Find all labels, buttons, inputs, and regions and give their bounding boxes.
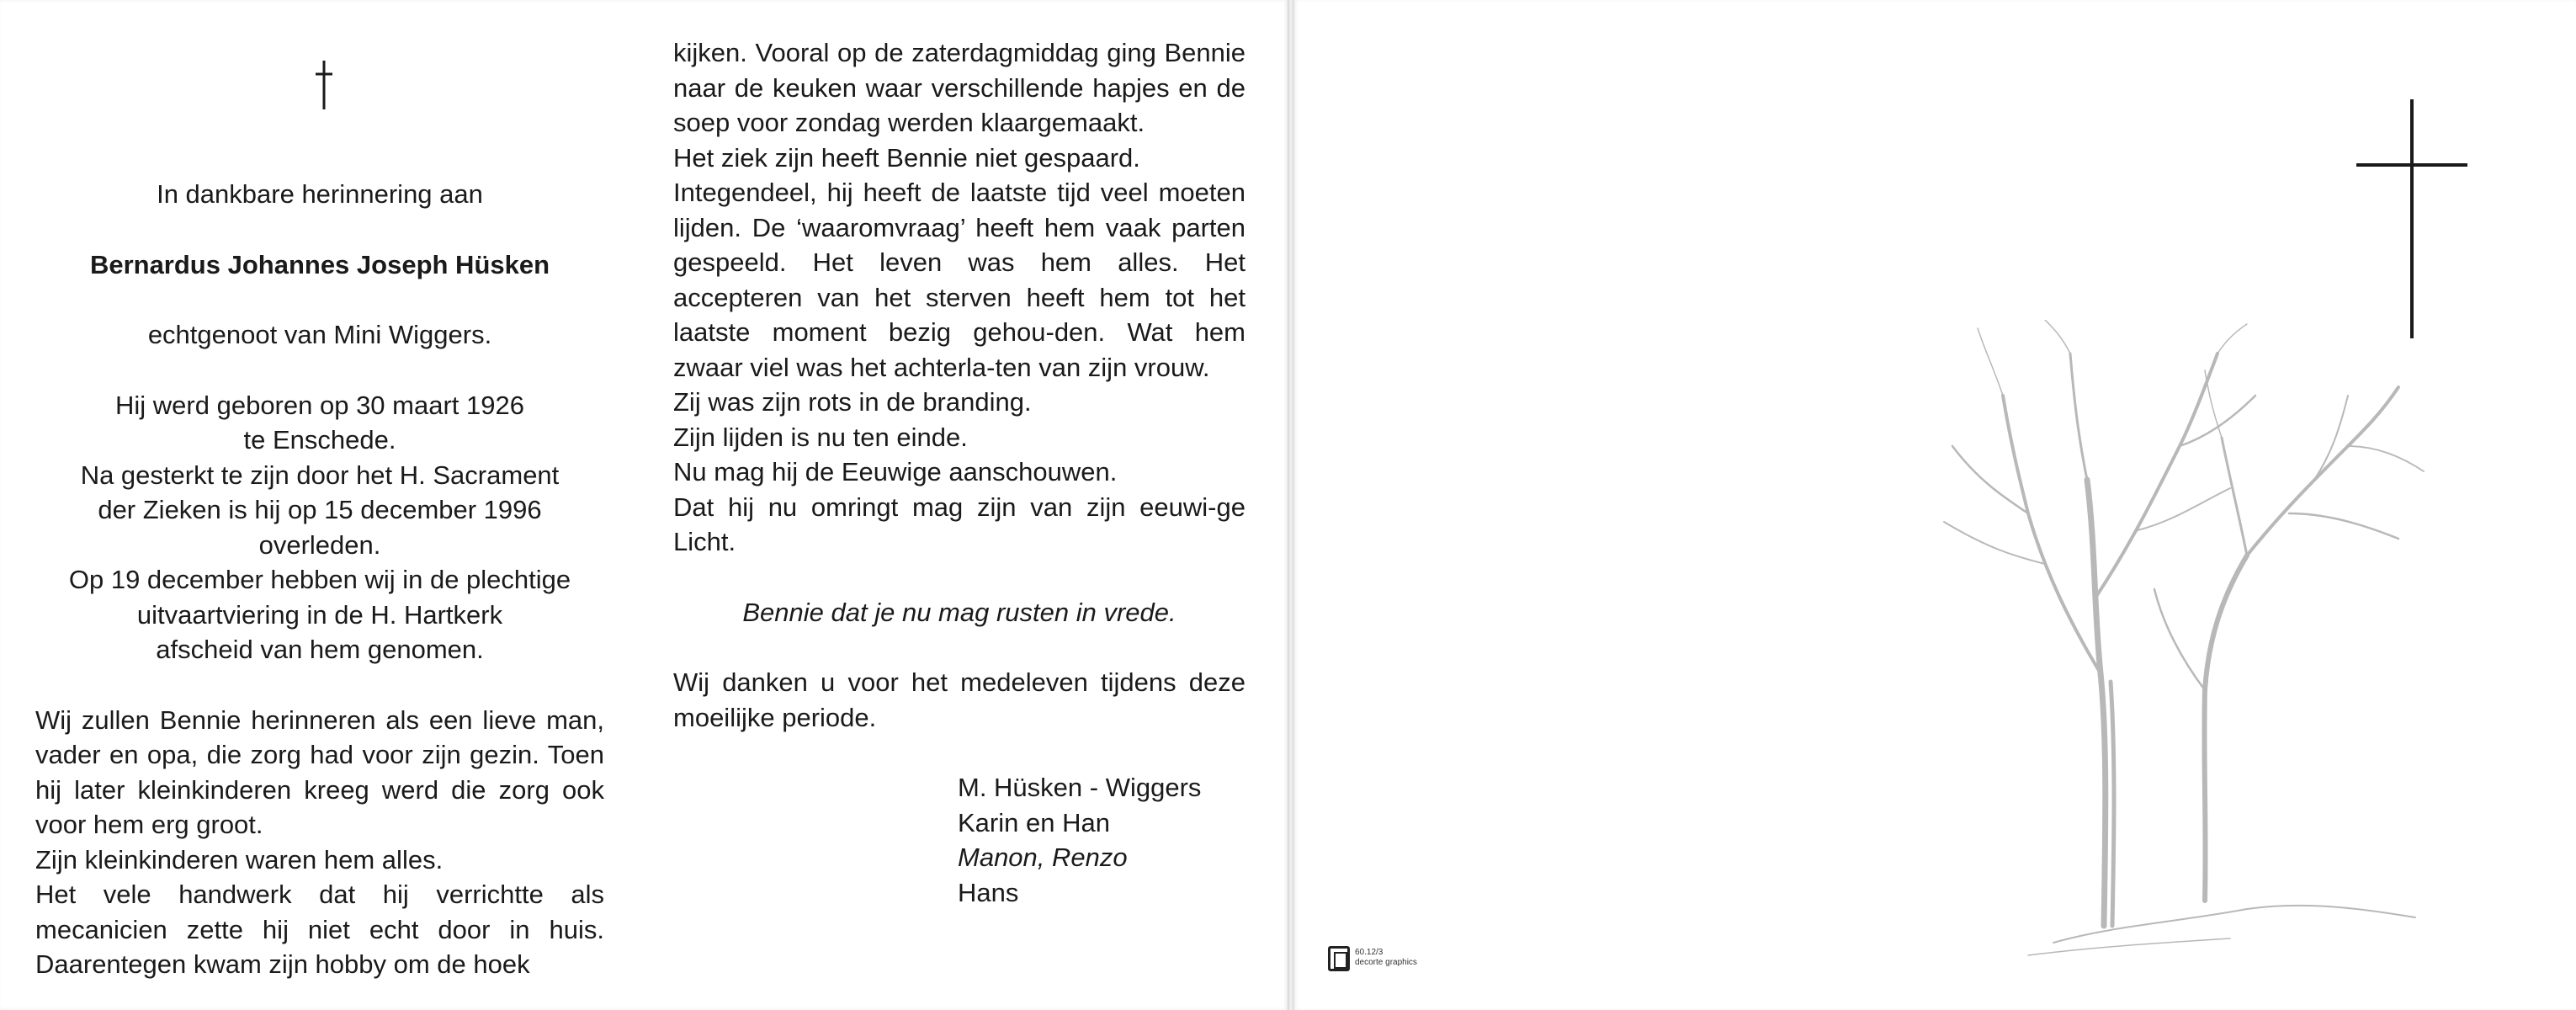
bio-line: Na gesterkt te zijn door het H. Sacrament [80,460,560,490]
bio-block [35,388,604,667]
card-fold [1288,0,1294,1010]
signature-line: Karin en Han [958,807,1110,837]
bio-line: uitvaartviering in de H. Hartkerk [136,599,503,630]
signature-line: Manon, Renzo [958,843,1128,872]
signature-line: Hans [958,877,1019,907]
intro-line: In dankbare herinnering aan [157,179,483,209]
printer-brand: decorte graphics [1355,958,1417,967]
thanks-paragraph: Wij danken u voor het medeleven tijdens deze moeilijke periode. [673,667,1246,732]
memory-paragraph: Het vele handwerk dat hij verrichtte als mecanicien zette hij niet echt door in huis. Daarentegen kwam zijn hobby om de hoek [35,880,604,979]
bio-line: Op 19 december hebben wij in de plechtige [68,565,571,594]
printer-logo-icon [1328,946,1350,971]
signature-line: M. Hüsken - Wiggers [958,773,1202,802]
memory-paragraph: Wij zullen Bennie herinneren als een lieve man, vader en opa, die zorg had voor zijn gezin. Toen hij later kleinkinderen kreeg werd die zorg ook voor hem erg groot. [35,704,604,839]
printer-mark [1355,948,1417,968]
bio-line: afscheid van hem genomen. [156,635,484,664]
left-column-text [35,177,604,982]
bare-trees-sketch [1927,320,2432,960]
bio-line: overleden. [258,529,381,560]
farewell-line: Bennie dat je nu mag rusten in vrede. [742,597,1176,627]
text-line: Nu mag hij de Eeuwige aanschouwen. [673,457,1118,486]
cross-icon [2356,99,2467,338]
bio-line: der Zieken is hij op 15 december 1996 [98,495,542,524]
bio-line: Hij werd geboren op 30 maart 1926 [115,390,524,420]
cross-icon [313,59,335,111]
memory-line: Zijn kleinkinderen waren hem alles. [35,844,443,874]
bio-line: te Enschede. [243,425,396,454]
text-line: Zij was zijn rots in de branding. [673,387,1032,417]
deceased-name: Bernardus Johannes Joseph Hüsken [89,249,550,279]
signature-block [958,770,1246,910]
text-paragraph: kijken. Vooral op de zaterdagmiddag ging Bennie naar de keuken waar verschillende hapjes en de soep voor zondag werden klaargemaakt. [673,38,1246,137]
text-paragraph: Dat hij nu omringt mag zijn van zijn eeuwi-ge Licht. [673,492,1246,556]
spouse-line: echtgenoot van Mini Wiggers. [147,320,492,349]
text-line: Het ziek zijn heeft Bennie niet gespaard. [673,142,1140,173]
right-column-text [673,35,1246,910]
text-line: Zijn lijden is nu ten einde. [673,422,968,452]
text-paragraph: Integendeel, hij heeft de laatste tijd veel moeten lijden. De ‘waaromvraag’ heeft hem vaak parten gespeeld. Het leven was hem alles. Het accepteren van het sterven heeft hem tot het laatste moment bezig gehou-den. Wat hem zwaar viel was het achterla-ten van zijn vrouw. [673,178,1246,382]
printer-code: 60.12/3 [1355,948,1384,957]
